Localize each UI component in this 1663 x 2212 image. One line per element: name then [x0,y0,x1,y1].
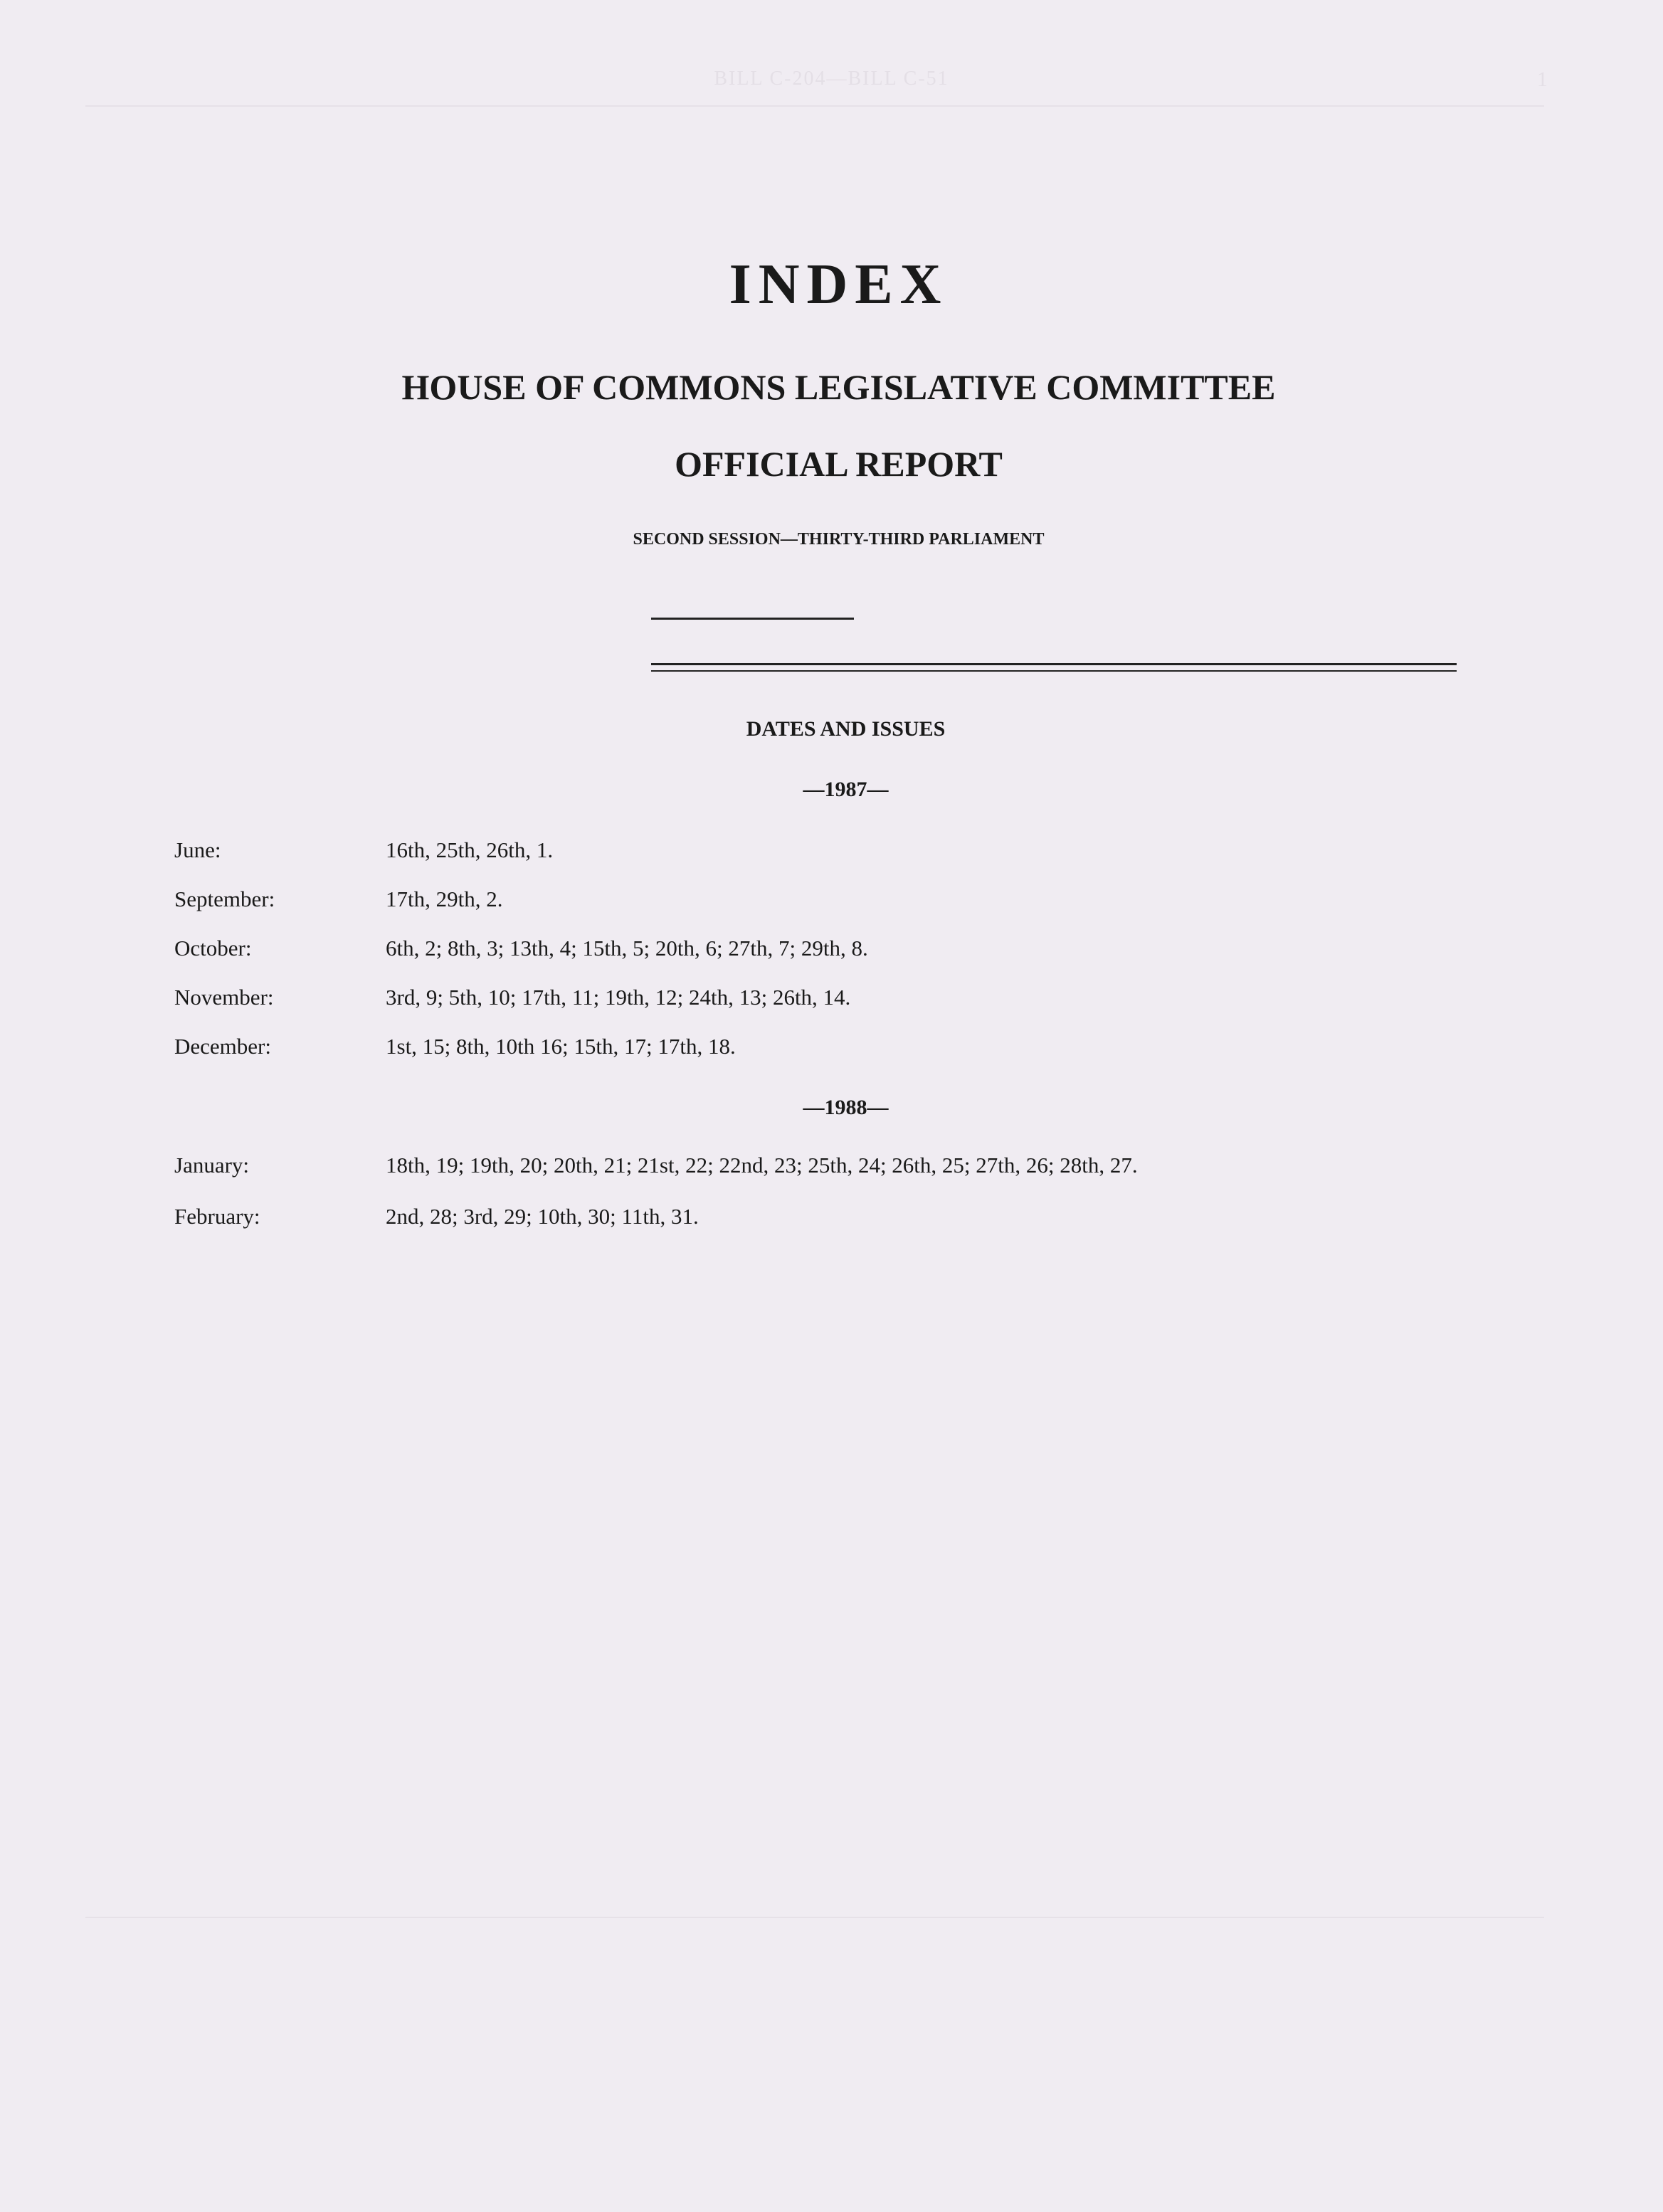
issue-list: 3rd, 9; 5th, 10; 17th, 11; 19th, 12; 24th, 13; 26th, 14. [386,985,851,1010]
issue-row-january [174,1153,1138,1178]
dates-and-issues-heading: DATES AND ISSUES [746,717,946,741]
page-number: 1 [1537,68,1548,91]
issue-row-october [174,936,868,961]
long-divider-top [651,663,1457,665]
issue-row-november [174,985,850,1010]
issue-list: 18th, 19; 19th, 20; 20th, 21; 21st, 22; 22nd, 23; 25th, 24; 26th, 25; 27th, 26; 28th, 27. [386,1153,1138,1178]
issue-row-december [174,1034,736,1059]
issue-list: 2nd, 28; 3rd, 29; 10th, 30; 11th, 31. [386,1204,699,1229]
session-subtitle: SECOND SESSION—THIRTY-THIRD PARLIAMENT [633,530,1045,549]
committee-title: HOUSE OF COMMONS LEGISLATIVE COMMITTEE [401,367,1276,407]
month-label: October: [174,936,252,961]
running-head: BILL C-204—BILL C-51 [714,68,949,90]
issue-row-september [174,887,502,912]
month-label: February: [174,1204,260,1229]
month-label: September: [174,887,275,911]
footer-rule [85,1917,1544,1918]
month-label: December: [174,1034,271,1059]
issue-row-february [174,1204,699,1229]
issue-row-june [174,837,553,863]
month-label: January: [174,1153,250,1178]
long-divider-bottom [651,670,1457,672]
issue-list: 16th, 25th, 26th, 1. [386,837,554,862]
short-divider [651,618,854,620]
month-label: November: [174,985,274,1010]
report-title: OFFICIAL REPORT [675,444,1003,484]
issue-list: 1st, 15; 8th, 10th 16; 15th, 17; 17th, 18. [386,1034,736,1059]
issue-list: 17th, 29th, 2. [386,887,503,911]
header-rule [85,105,1544,107]
year-heading-1987: —1987— [803,778,889,801]
month-label: June: [174,837,221,862]
year-heading-1988: —1988— [803,1096,889,1119]
issue-list: 6th, 2; 8th, 3; 13th, 4; 15th, 5; 20th, 6; 27th, 7; 29th, 8. [386,936,868,961]
index-title: INDEX [729,253,949,316]
